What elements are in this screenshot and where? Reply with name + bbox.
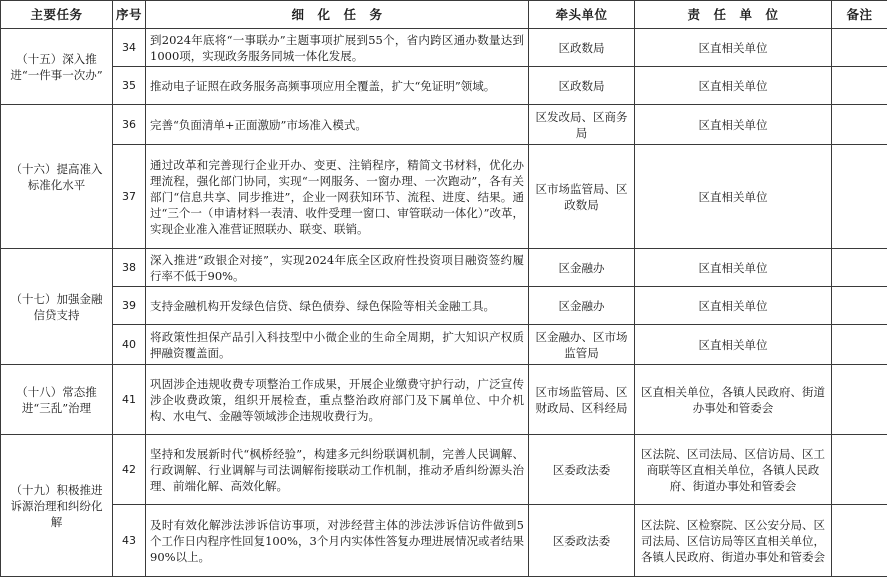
row-lead-unit: 区发改局、区商务局 bbox=[529, 105, 635, 145]
header-no: 序号 bbox=[113, 1, 146, 29]
table-row bbox=[1, 287, 887, 325]
row-detail: 通过改革和完善现行企业开办、变更、注销程序，精简文书材料，优化办理流程，强化部门协同，实现“一网服务、一窗办理、一次跑动”，各有关部门“信息共享、同步推进”，企业一网获知环节、流程、进度、结果。通过“三个一（申请材料一表清、收件受理一窗口、审管联动一体化）”改革，实现企业准入准营证照联办、联变、联销。 bbox=[146, 145, 529, 249]
header-note: 备注 bbox=[832, 1, 887, 29]
table-row bbox=[1, 249, 887, 287]
task-group-15: （十五）深入推进“一件事一次办” bbox=[1, 29, 113, 105]
row-responsible-unit: 区直相关单位 bbox=[635, 105, 832, 145]
row-detail: 深入推进“政银企对接”，实现2024年底全区政府性投资项目融资签约履行率不低于90%。 bbox=[146, 249, 529, 287]
row-detail: 及时有效化解涉法涉诉信访事项，对涉经营主体的涉法涉诉信访件做到5个工作日内程序性回复100%，3个月内实体性答复办理进展情况或者结果90%以上。 bbox=[146, 505, 529, 577]
header-task: 主要任务 bbox=[1, 1, 113, 29]
row-note bbox=[832, 365, 887, 435]
row-responsible-unit: 区直相关单位 bbox=[635, 67, 832, 105]
row-no: 34 bbox=[113, 29, 146, 67]
task-group-16: （十六）提高准入标准化水平 bbox=[1, 105, 113, 249]
row-lead-unit: 区市场监管局、区财政局、区科经局 bbox=[529, 365, 635, 435]
row-lead-unit: 区政数局 bbox=[529, 29, 635, 67]
header-row bbox=[1, 1, 887, 29]
row-lead-unit: 区委政法委 bbox=[529, 435, 635, 505]
row-no: 38 bbox=[113, 249, 146, 287]
row-no: 40 bbox=[113, 325, 146, 365]
row-detail: 坚持和发展新时代“枫桥经验”，构建多元纠纷联调机制，完善人民调解、行政调解、行业调解与司法调解衔接联动工作机制，推动矛盾纠纷源头治理、前端化解、高效化解。 bbox=[146, 435, 529, 505]
row-note bbox=[832, 145, 887, 249]
row-lead-unit: 区市场监管局、区政数局 bbox=[529, 145, 635, 249]
row-no: 35 bbox=[113, 67, 146, 105]
row-note bbox=[832, 249, 887, 287]
row-no: 43 bbox=[113, 505, 146, 577]
row-detail: 到2024年底将“一事联办”主题事项扩展到55个，省内跨区通办数量达到1000项，实现政务服务同城一体化发展。 bbox=[146, 29, 529, 67]
row-detail: 巩固涉企违规收费专项整治工作成果，开展企业缴费守护行动，广泛宣传涉企收费政策，组织开展检查，重点整治政府部门及下属单位、中介机构、水电气、金融等领域涉企违规收费行为。 bbox=[146, 365, 529, 435]
row-detail: 将政策性担保产品引入科技型中小微企业的生命全周期，扩大知识产权质押融资覆盖面。 bbox=[146, 325, 529, 365]
row-lead-unit: 区委政法委 bbox=[529, 505, 635, 577]
row-responsible-unit: 区法院、区司法局、区信访局、区工商联等区直相关单位，各镇人民政府、街道办事处和管委会 bbox=[635, 435, 832, 505]
row-responsible-unit: 区法院、区检察院、区公安分局、区司法局、区信访局等区直相关单位，各镇人民政府、街道办事处和管委会 bbox=[635, 505, 832, 577]
row-lead-unit: 区金融办、区市场监管局 bbox=[529, 325, 635, 365]
row-note bbox=[832, 67, 887, 105]
table-row bbox=[1, 29, 887, 67]
row-responsible-unit: 区直相关单位，各镇人民政府、街道办事处和管委会 bbox=[635, 365, 832, 435]
row-responsible-unit: 区直相关单位 bbox=[635, 249, 832, 287]
row-no: 36 bbox=[113, 105, 146, 145]
table-row bbox=[1, 365, 887, 435]
row-note bbox=[832, 105, 887, 145]
row-lead-unit: 区金融办 bbox=[529, 249, 635, 287]
task-group-18: （十八）常态推进“三乱”治理 bbox=[1, 365, 113, 435]
row-note bbox=[832, 505, 887, 577]
row-no: 42 bbox=[113, 435, 146, 505]
row-note bbox=[832, 435, 887, 505]
row-note bbox=[832, 29, 887, 67]
row-no: 39 bbox=[113, 287, 146, 325]
task-group-19: （十九）积极推进诉源治理和纠纷化解 bbox=[1, 435, 113, 577]
row-no: 41 bbox=[113, 365, 146, 435]
table-row bbox=[1, 105, 887, 145]
table-row bbox=[1, 505, 887, 577]
row-responsible-unit: 区直相关单位 bbox=[635, 325, 832, 365]
task-group-17: （十七）加强金融信贷支持 bbox=[1, 249, 113, 365]
table-row bbox=[1, 435, 887, 505]
row-detail: 推动电子证照在政务服务高频事项应用全覆盖，扩大“免证明”领域。 bbox=[146, 67, 529, 105]
header-lead: 牵头单位 bbox=[529, 1, 635, 29]
row-no: 37 bbox=[113, 145, 146, 249]
row-detail: 支持金融机构开发绿色信贷、绿色债券、绿色保险等相关金融工具。 bbox=[146, 287, 529, 325]
table-row bbox=[1, 145, 887, 249]
header-resp: 责 任 单 位 bbox=[635, 1, 832, 29]
header-detail: 细 化 任 务 bbox=[146, 1, 529, 29]
table-row bbox=[1, 67, 887, 105]
row-note bbox=[832, 325, 887, 365]
row-detail: 完善“负面清单+正面激励”市场准入模式。 bbox=[146, 105, 529, 145]
row-lead-unit: 区金融办 bbox=[529, 287, 635, 325]
table-row bbox=[1, 325, 887, 365]
row-lead-unit: 区政数局 bbox=[529, 67, 635, 105]
row-note bbox=[832, 287, 887, 325]
row-responsible-unit: 区直相关单位 bbox=[635, 145, 832, 249]
row-responsible-unit: 区直相关单位 bbox=[635, 287, 832, 325]
row-responsible-unit: 区直相关单位 bbox=[635, 29, 832, 67]
